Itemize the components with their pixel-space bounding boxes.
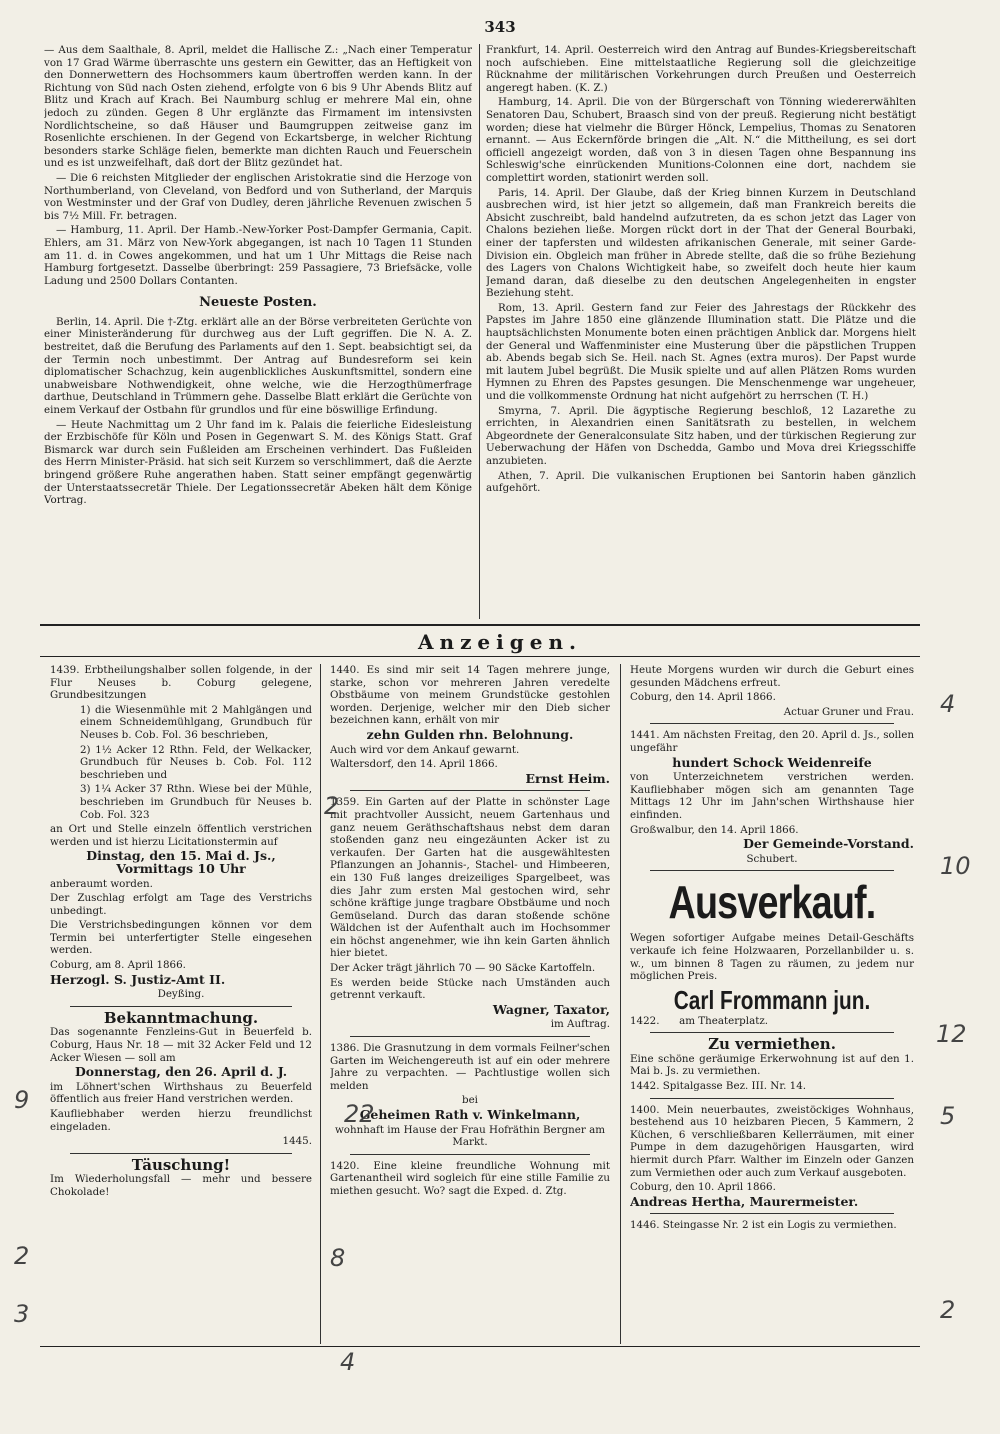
ad-1442: 1442. Spitalgasse Bez. III. Nr. 14. bbox=[630, 1080, 807, 1093]
ad-1439-termin: Dinstag, den 15. Mai d. Js., Vormittags 10 Uhr bbox=[86, 848, 276, 876]
handwritten-mark: 22 bbox=[344, 1100, 375, 1128]
handwritten-mark: 8 bbox=[330, 1244, 346, 1272]
handwritten-mark: 4 bbox=[940, 690, 956, 718]
ad-1441: 1441. Am nächsten Freitag, den 20. April d. Js., sollen ungefähr bbox=[630, 729, 914, 754]
ad-ausverkauf-title: Ausverkauf. bbox=[668, 876, 876, 929]
ad-1439-bedingungen: Die Verstrichsbedingungen können vor dem Termin bei unterfertigter Stelle eingesehen werden. bbox=[50, 919, 312, 957]
ads-column-2 bbox=[330, 664, 610, 1344]
handwritten-mark: 3 bbox=[14, 1300, 30, 1328]
news-column-left bbox=[44, 44, 472, 624]
ad-1359-auftrag: im Auftrag. bbox=[550, 1018, 610, 1031]
handwritten-mark: 2 bbox=[324, 792, 340, 820]
news-paris: Paris, 14. April. Der Glaube, daß der Krieg binnen Kurzem in Deutschland ausbrechen wird, ist hier jetzt so allgemein, daß man Frankreich bereits die Absicht zuschreibt, bald handelnd aufzutreten, da es schon jetzt das Lager von Chalons beziehen ließe. Morgen rückt dort in der That der General Bourbaki, einer der tapfersten und wildesten afrikanischen Generale, mit seiner Garde-Division ein. Obgleich man früher in Abrede stellte, daß die so frühe Beziehung des Lagers von Chalons Wichtigkeit habe, so zweifelt doch heute hier kaum Jemand daran, daß dieselbe zu den deutschen Angelegenheiten in engster Beziehung steht. bbox=[486, 186, 916, 300]
ad-1439-item2: 2) 1½ Acker 12 Rthn. Feld, der Welkacker, Grundbuch für Neuses b. Cob. Fol. 112 beschrieben und bbox=[80, 743, 312, 781]
ad-1440: 1440. Es sind mir seit 14 Tagen mehrere junge, starke, schon vor mehreren Jahren veredelte Obstbäume von meinem Grundstücke gestohlen worden. Derjenige, welcher mir den Dieb sicher bezeichnen kann, erhält von mir bbox=[330, 664, 610, 727]
news-athen: Athen, 7. April. Die vulkanischen Eruptionen bei Santorin haben gänzlich aufgehört. bbox=[486, 469, 916, 495]
ad-separator bbox=[650, 1032, 894, 1033]
ad-1400: 1400. Mein neuerbautes, zweistöckiges Wohnhaus, bestehend aus 10 heizbaren Piecen, 5 Kammern, 2 Küchen, 6 verschließbaren Kellerräumen, mit einer Pumpe in dem dazugehörigen Hausgarten, wird hiermit durch Pfarr. Walther im Einzeln oder Ganzen zum Vermiethen oder auch zum Verkauf ausgeboten. bbox=[630, 1103, 914, 1179]
ad-bekanntmachung-number: 1445. bbox=[282, 1135, 312, 1148]
ad-1359-beide: Es werden beide Stücke nach Umständen auch getrennt verkauft. bbox=[330, 976, 610, 1002]
ad-1386-bei: bei bbox=[462, 1094, 478, 1107]
page-number: 343 bbox=[484, 18, 516, 36]
ad-separator bbox=[650, 1098, 894, 1099]
ad-separator bbox=[350, 1036, 590, 1037]
ad-separator bbox=[70, 1153, 292, 1154]
ad-1439-ort: an Ort und Stelle einzeln öffentlich verstrichen werden und ist hierzu Licitationstermin auf bbox=[50, 823, 312, 848]
ad-1440-warnung: Auch wird vor dem Ankauf gewarnt. bbox=[330, 743, 520, 756]
news-rom: Rom, 13. April. Gestern fand zur Feier des Jahrestags der Rückkehr des Papstes im Jahre 1850 eine glänzende Illumination statt. Die Plätze und die hauptsächlichsten Monumente boten einen prächtigen Anblick dar. Morgens hielt der General und Waffenminister eine Musterung über die päpstlichen Truppen ab. Abends begab sich Se. Heil. nach St. Agnes (extra muros). Der Papst wurde mit lautem Jubel begrüßt. Die Musik spielte und auf allen Plätzen Roms wurden Hymnen zu Ehren des Papstes gesungen. Die Menschenmenge war ungeheuer, und die vollkommenste Ordnung hat nicht aufgehört zu herrschen (T. H.) bbox=[486, 301, 916, 403]
ad-bekanntmachung-text3: Kaufliebhaber werden hierzu freundlichst eingeladen. bbox=[50, 1108, 312, 1133]
ad-1439-item3: 3) 1¼ Acker 37 Rthn. Wiese bei der Mühle, beschrieben im Grundbuch für Neuses b. Cob. Fol. 323 bbox=[80, 783, 312, 821]
ads-rule bbox=[40, 656, 920, 657]
ad-1386-signer: Geheimen Rath v. Winkelmann, bbox=[359, 1107, 581, 1122]
ad-separator bbox=[650, 1213, 894, 1214]
ad-bekanntmachung-date: Donnerstag, den 26. April d. J. bbox=[74, 1064, 288, 1080]
handwritten-mark: 10 bbox=[940, 852, 971, 880]
ad-1422-number: 1422. bbox=[630, 1014, 660, 1027]
ads-column-3 bbox=[630, 664, 914, 1344]
ad-taeuschung-text: Im Wiederholungsfall — mehr und bessere Chokolade! bbox=[50, 1173, 312, 1198]
news-berlin: Berlin, 14. April. Die †-Ztg. erklärt alle an der Börse verbreiteten Gerüchte von einer Ministeränderung für durchweg aus der Luft gegriffen. Die N. A. Z. bestreitet, daß die Berufung des Parlaments auf den 1. Sept. beabsichtigt sei, da der Termin noch unbestimmt. Der Antrag auf Bundesreform sei kein diplomatischer Schachzug, kein augenblickliches Auskunftsmittel, sondern eine unabweisbare Nothwendigkeit, ohne welche, wie die Herzogthümerfrage darthue, Deutschland in Trümmern gehe. Dasselbe Blatt erklärt die Gerüchte von einem Verkauf der Ostbahn für grundlos und für eine böswillige Erfindung. bbox=[44, 315, 472, 417]
ad-1440-ort: Waltersdorf, den 14. April 1866. bbox=[330, 758, 498, 771]
ad-separator bbox=[650, 723, 894, 724]
ad-1400-ort: Coburg, den 10. April 1866. bbox=[630, 1181, 776, 1194]
handwritten-mark: 12 bbox=[936, 1020, 967, 1048]
bottom-rule bbox=[40, 1346, 920, 1347]
ad-1441-text: von Unterzeichnetem verstrichen werden. Kaufliebhaber mögen sich am genannten Tage Mittags 12 Uhr im Jahn'schen Wirthshause hier einfinden. bbox=[630, 771, 914, 821]
ad-separator bbox=[350, 790, 590, 791]
ads-divider-1 bbox=[320, 664, 321, 1344]
ad-separator bbox=[650, 870, 894, 871]
ad-1422-line bbox=[630, 1015, 914, 1028]
handwritten-mark: 9 bbox=[14, 1086, 30, 1114]
news-hamburg: Hamburg, 14. April. Die von der Bürgerschaft von Tönning wiedererwählten Senatoren Dau, Schubert, Braasch sind von der preuß. Regierung nicht bestätigt worden; diese hat vielmehr die Bürger Hönck, Lempelius, Thomas zu Senatoren ernannt. — Aus Eckernförde bringen die „Alt. N.“ die Mittheilung, es sei dort officiell angezeigt worden, daß von 3 in diesen Tagen ohne Bespannung ins Schleswig'sche einrückenden Munitions-Colonnen eine dort, nachdem sie complettirt worden, stationirt werden soll. bbox=[486, 96, 916, 184]
ad-1439-amt: Herzogl. S. Justiz-Amt II. bbox=[50, 971, 226, 987]
ad-1446: 1446. Steingasse Nr. 2 ist ein Logis zu vermiethen. bbox=[630, 1219, 897, 1232]
ad-erker: Eine schöne geräumige Erkerwohnung ist auf den 1. Mai b. Js. zu vermiethen. bbox=[630, 1052, 914, 1078]
ad-1359: 1359. Ein Garten auf der Platte in schönster Lage mit prachtvoller Aussicht, neuem Gartenhaus und ganz neuem Geräthschaftshaus nebst dem daran stoßenden ganz neu eingezäunten Acker ist zu verkaufen. Der Garten hat die ausgewähltesten Pflanzungen an Johannis-, Stachel- und Himbeeren, ein 130 Fuß langes dreizeiliges Spargelbeet, was dies Jahr zum ersten Mal gestochen wird, sehr schöne kräftige junge tragbare Obstbäume und noch Gemüseland. Durch das daran stoßende schöne Wäldchen ist der Aufenthalt auch im Hochsommer ein höchst angenehmer, wie ihn kein Garten ähnlich hier bietet. bbox=[330, 796, 610, 960]
ad-bekanntmachung-text2: im Löhnert'schen Wirthshaus zu Beuerfeld öffentlich aus freier Hand verstrichen werden. bbox=[50, 1080, 312, 1106]
section-title-neueste-posten: Neueste Posten. bbox=[199, 295, 317, 311]
ad-1439-zuschlag: Der Zuschlag erfolgt am Tage des Verstrichs unbedingt. bbox=[50, 892, 312, 917]
news-palais: — Heute Nachmittag um 2 Uhr fand im k. Palais die feierliche Eidesleistung der Erzbischöfe für Köln und Posen in Gegenwart S. M. des Königs Statt. Graf Bismarck war durch sein Fußleiden am Erscheinen verhindert. Das Fußleiden des Herrn Minister-Präsid. hat sich seit Kurzem so verschlimmert, daß die Aerzte bringend größere Ruhe angerathen haben. Statt seiner empfängt gegenwärtig der Unterstaatssecretär Thiele. Der Legationssecretär Abeken hält dem Könige Vortrag. bbox=[44, 418, 472, 507]
ad-bekanntmachung-text: Das sogenannte Fenzleins-Gut in Beuerfeld b. Coburg, Haus Nr. 18 — mit 32 Acker Feld und 12 Acker Wiesen — soll am bbox=[50, 1026, 312, 1064]
ad-1441-vorstand: Der Gemeinde-Vorstand. bbox=[743, 836, 914, 852]
ad-geburt-ort: Coburg, den 14. April 1866. bbox=[630, 691, 776, 704]
ad-separator bbox=[350, 1154, 590, 1155]
ad-bekanntmachung-title: Bekanntmachung. bbox=[103, 1008, 259, 1027]
ad-1386: 1386. Die Grasnutzung in dem vormals Feilner'schen Garten im Weichengereuth ist auf ein oder mehrere Jahre zu verpachten. — Pachtlustige wollen sich melden bbox=[330, 1042, 610, 1092]
ad-1359-signer: Wagner, Taxator, bbox=[492, 1001, 610, 1017]
ad-1441-ort: Großwalbur, den 14. April 1866. bbox=[630, 823, 799, 836]
ads-column-1 bbox=[50, 664, 312, 1344]
ad-1440-signer: Ernst Heim. bbox=[525, 770, 610, 786]
handwritten-mark: 2 bbox=[940, 1296, 956, 1324]
news-frankfurt: Frankfurt, 14. April. Oesterreich wird den Antrag auf Bundes-Kriegsbereitschaft noch aufschieben. Eine mittelstaatliche Regierung soll die gleichzeitige Rücknahme der militärischen Vorkehrungen durch Preußen und Oesterreich angeregt haben. (K. Z.) bbox=[486, 44, 916, 94]
ad-1386-wohn: wohnhaft im Hause der Frau Hofräthin Bergner am Markt. bbox=[334, 1123, 605, 1149]
ad-1440-belohnung: zehn Gulden rhn. Belohnung. bbox=[366, 726, 574, 742]
ad-geburt-signer: Actuar Gruner und Frau. bbox=[783, 705, 914, 718]
ad-1420: 1420. Eine kleine freundliche Wohnung mit Gartenantheil wird sogleich für eine stille Familie zu miethen gesucht. Wo? sagt die Exped. d. Ztg. bbox=[330, 1159, 610, 1197]
ads-title: Anzeigen. bbox=[418, 630, 582, 654]
ad-1441-signer: Schubert. bbox=[746, 852, 798, 865]
ad-separator bbox=[70, 1006, 292, 1007]
column-divider bbox=[479, 44, 480, 619]
ad-1359-acker: Der Acker trägt jährlich 70 — 90 Säcke Kartoffeln. bbox=[330, 962, 596, 975]
ad-1422-theater: am Theaterplatz. bbox=[679, 1014, 769, 1027]
ad-geburt: Heute Morgens wurden wir durch die Geburt eines gesunden Mädchens erfreut. bbox=[630, 664, 914, 689]
ad-1439: 1439. Erbtheilungshalber sollen folgende, in der Flur Neuses b. Coburg gelegene, Grundbesitzungen bbox=[50, 664, 312, 702]
ad-1439-anberaumt: anberaumt worden. bbox=[50, 877, 153, 890]
ad-taeuschung-title: Täuschung! bbox=[131, 1155, 231, 1174]
ad-1439-signer: Deyßing. bbox=[157, 988, 205, 1001]
ad-1439-item1: 1) die Wiesenmühle mit 2 Mahlgängen und einem Schneidemühlgang, Grundbuch für Neuses b. Cob. Fol. 36 beschrieben, bbox=[80, 703, 312, 741]
handwritten-mark: 5 bbox=[940, 1102, 956, 1130]
handwritten-mark: 4 bbox=[340, 1348, 356, 1376]
ad-1439-ort-datum: Coburg, am 8. April 1866. bbox=[50, 959, 186, 972]
section-rule bbox=[40, 624, 920, 626]
ad-vermiethen-title: Zu vermiethen. bbox=[708, 1035, 836, 1054]
handwritten-mark: 2 bbox=[14, 1242, 30, 1270]
ads-divider-2 bbox=[620, 664, 621, 1344]
news-column-right bbox=[486, 44, 916, 624]
news-hamburg-dampfer: — Hamburg, 11. April. Der Hamb.-New-Yorker Post-Dampfer Germania, Capit. Ehlers, am 31. März von New-York abgegangen, ist nach 10 Tagen 11 Stunden am 11. d. in Cowes angekommen, und hat um 1 Uhr Mittags die Reise nach Hamburg fortgesetzt. Dasselbe überbringt: 259 Passagiere, 73 Briefsäcke, volle Ladung und 2500 Dollars Contanten. bbox=[44, 224, 472, 287]
news-aristokratie: — Die 6 reichsten Mitglieder der englischen Aristokratie sind die Herzoge von Northumberland, von Cleveland, von Bedford und von Sutherland, der Marquis von Westminster und der Graf von Dudley, deren jährliche Revenuen zwischen 5 bis 7½ Mill. Fr. betragen. bbox=[44, 171, 472, 222]
ad-1441-reife: hundert Schock Weidenreife bbox=[672, 754, 872, 770]
news-smyrna: Smyrna, 7. April. Die ägyptische Regierung beschloß, 12 Lazarethe zu errichten, in Alexandrien einen Sanitätsrath zu bestellen, in welchem Abgeordnete der Generalconsulate Sitz haben, und der türkischen Regierung zur Ueberwachung der Häfen von Dschedda, Gambo und Mova drei Kriegsschiffe anzubieten. bbox=[486, 404, 916, 467]
ad-ausverkauf-text: Wegen sofortiger Aufgabe meines Detail-Geschäfts verkaufe ich feine Holzwaaren, Porzellanbilder u. s. w., um binnen 8 Tagen zu räumen, zu jedem nur möglichen Preis. bbox=[630, 932, 914, 983]
news-saalthale: — Aus dem Saalthale, 8. April, meldet die Hallische Z.: „Nach einer Temperatur von 17 Grad Wärme überraschte uns gestern ein Gewitter, das an Heftigkeit von den Donnerwettern des Hochsommers kaum übertroffen werden kann. In der Richtung von Süd nach Osten ziehend, erfolgte von 6 bis 9 Uhr Abends Blitz auf Blitz und Krach auf Krach. Bei Naumburg schlug er mehrere Mal ein, ohne jedoch zu zünden. Gegen 8 Uhr erglänzte das Firmament im intensivsten Nordlichtscheine, so daß Häuser und Baumgruppen zeitweise ganz im Rosenlichte erschienen. In der Gegend von Eckartsberge, in welcher Richtung besonders starke Schläge fielen, bemerkte man dichten Rauch und Feuerschein und es ist unzweifelhaft, daß dort der Blitz gezündet hat. bbox=[44, 44, 472, 170]
ad-1400-signer: Andreas Hertha, Maurermeister. bbox=[630, 1193, 859, 1209]
ad-frommann: Carl Frommann jun. bbox=[673, 984, 871, 1015]
